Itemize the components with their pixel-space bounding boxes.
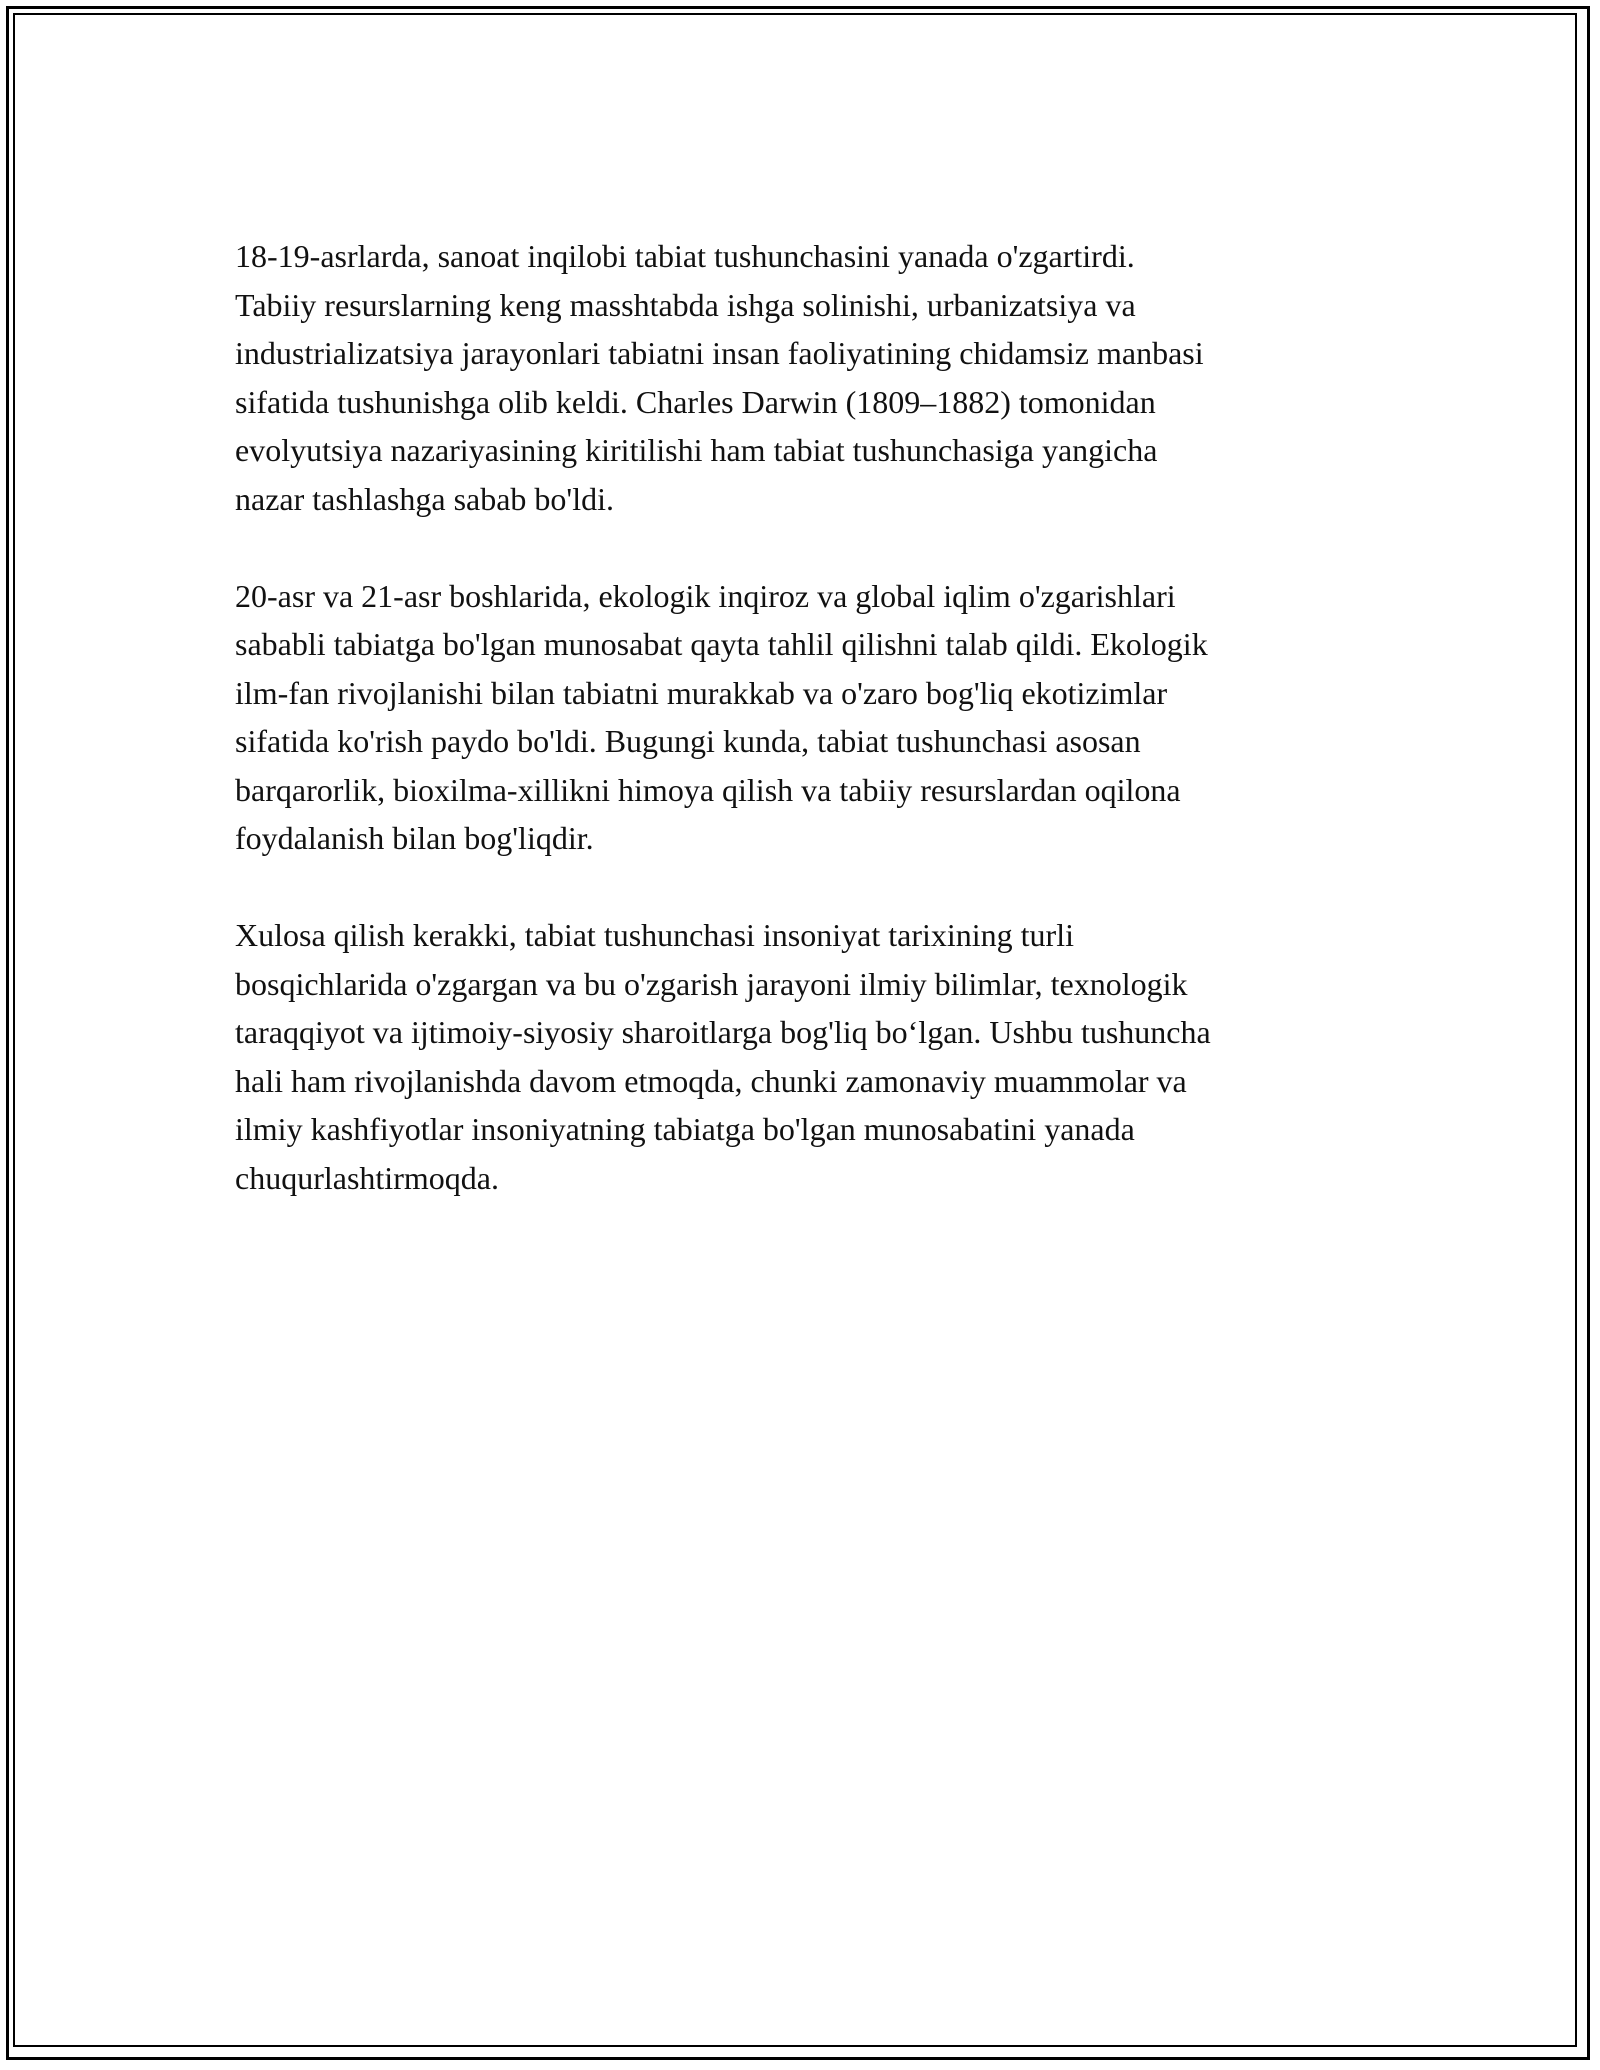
paragraph-industrial-revolution: 18-19-asrlarda, sanoat inqilobi tabiat tushunchasini yanada o'zgartirdi. Tabiiy resurslarning keng masshtabda ishga solinishi, urbanizatsiya va industrializatsiya jarayonlari tabiatni insan faoliyatining chidamsiz manbasi sifatida tushunishga olib keldi. Charles Darwin (1809–1882) tomonidan evolyutsiya nazariyasining kiritilishi ham tabiat tushunchasiga yangicha nazar tashlashga sabab bo'ldi.	[235, 238, 1204, 517]
paragraph-conclusion: Xulosa qilish kerakki, tabiat tushunchasi insoniyat tarixining turli bosqichlarida o'zgargan va bu o'zgarish jarayoni ilmiy bilimlar, texnologik taraqqiyot va ijtimoiy-siyosiy sharoitlarga bog'liq bo‘lgan. Ushbu tushuncha hali ham rivojlanishda davom etmoqda, chunki zamonaviy muammolar va ilmiy kashfiyotlar insoniyatning tabiatga bo'lgan munosabatini yanada chuqurlashtirmoqda.	[235, 917, 1211, 1196]
paragraph-ecological-crisis: 20-asr va 21-asr boshlarida, ekologik inqiroz va global iqlim o'zgarishlari sababli tabiatga bo'lgan munosabat qayta tahlil qilishni talab qildi. Ekologik ilm-fan rivojlanishi bilan tabiatni murakkab va o'zaro bog'liq ekotizimlar sifatida ko'rish paydo bo'ldi. Bugungi kunda, tabiat tushunchasi asosan barqarorlik, bioxilma-xillikni himoya qilish va tabiiy resurslardan oqilona foydalanish bilan bog'liqdir.	[235, 577, 1208, 856]
document-body	[235, 232, 1375, 1251]
